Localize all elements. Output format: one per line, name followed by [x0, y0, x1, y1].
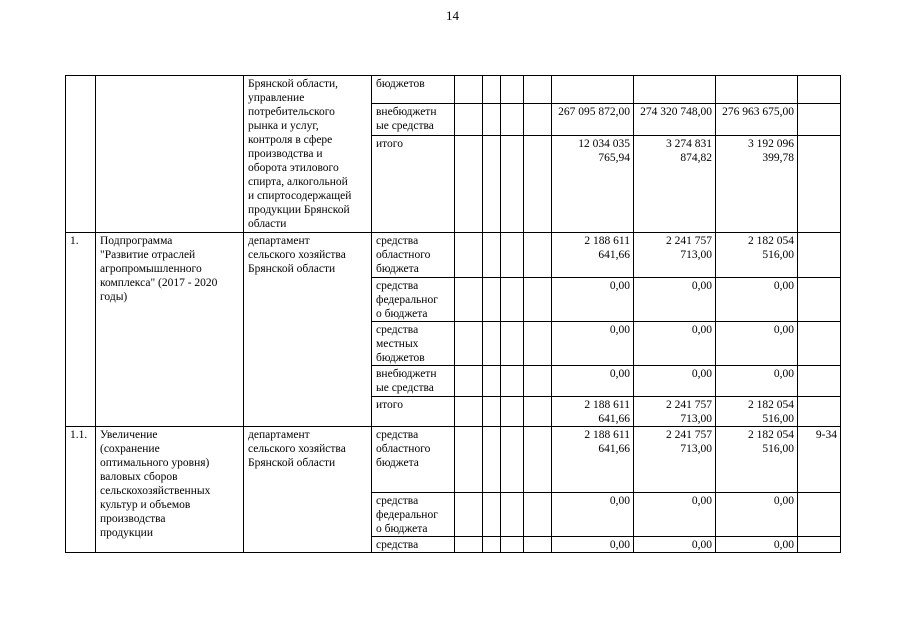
table-row: [66, 427, 841, 493]
budget-table: [65, 75, 841, 553]
funding-source-cell: внебюджетн ые средства: [372, 104, 455, 136]
measure-name-cell: Подпрограмма "Развитие отраслей агропромышленного комплекса" (2017 - 2020 годы): [96, 233, 244, 427]
row-number-cell: 1.1.: [66, 427, 96, 553]
executor-cell: департамент сельского хозяйства Брянской области: [244, 427, 372, 553]
amount-2018-cell: 2 188 611 641,66: [552, 233, 634, 278]
indicator-code-cell: [798, 104, 841, 136]
amount-2019-cell: 2 241 757 713,00: [634, 233, 716, 278]
row-number-cell: 1.: [66, 233, 96, 427]
amount-2018-cell: 0,00: [552, 278, 634, 322]
funding-source-cell: средства областного бюджета: [372, 233, 455, 278]
amount-2019-cell: 0,00: [634, 366, 716, 397]
executor-cell: Брянской области, управление потребительского рынка и услуг, контроля в сфере производства и оборота этилового спирта, алкогольной и спиртосодержащей продукции Брянской области: [244, 76, 372, 233]
indicator-code-cell: [798, 493, 841, 537]
funding-source-cell: средства: [372, 537, 455, 553]
table-row: [66, 233, 841, 278]
measure-name-cell: Увеличение (сохранение оптимального уровня) валовых сборов сельскохозяйственных культур и объемов производства продукции: [96, 427, 244, 553]
amount-2019-cell: 3 274 831 874,82: [634, 136, 716, 233]
amount-2020-cell: 2 182 054 516,00: [716, 427, 798, 493]
funding-source-cell: итого: [372, 136, 455, 233]
amount-2018-cell: [552, 76, 634, 104]
amount-2020-cell: 0,00: [716, 493, 798, 537]
funding-source-cell: итого: [372, 397, 455, 427]
amount-2018-cell: 2 188 611 641,66: [552, 397, 634, 427]
amount-2019-cell: 2 241 757 713,00: [634, 397, 716, 427]
amount-2019-cell: 0,00: [634, 322, 716, 366]
amount-2018-cell: 0,00: [552, 366, 634, 397]
amount-2020-cell: 0,00: [716, 366, 798, 397]
measure-name-cell: [96, 76, 244, 233]
row-number-cell: [66, 76, 96, 233]
amount-2020-cell: [716, 76, 798, 104]
executor-cell: департамент сельского хозяйства Брянской области: [244, 233, 372, 427]
funding-source-cell: средства местных бюджетов: [372, 322, 455, 366]
funding-source-cell: средства федеральног о бюджета: [372, 493, 455, 537]
indicator-code-cell: [798, 136, 841, 233]
indicator-code-cell: [798, 233, 841, 278]
funding-source-cell: бюджетов: [372, 76, 455, 104]
funding-source-cell: средства федеральног о бюджета: [372, 278, 455, 322]
amount-2020-cell: 0,00: [716, 322, 798, 366]
indicator-code-cell: [798, 76, 841, 104]
amount-2018-cell: 2 188 611 641,66: [552, 427, 634, 493]
amount-2019-cell: 0,00: [634, 493, 716, 537]
amount-2020-cell: 2 182 054 516,00: [716, 233, 798, 278]
amount-2020-cell: 276 963 675,00: [716, 104, 798, 136]
amount-2018-cell: 0,00: [552, 493, 634, 537]
amount-2020-cell: 0,00: [716, 278, 798, 322]
indicator-code-cell: 9-34: [798, 427, 841, 493]
page-number: 14: [446, 8, 459, 23]
amount-2019-cell: 0,00: [634, 537, 716, 553]
amount-2018-cell: 0,00: [552, 537, 634, 553]
funding-source-cell: средства областного бюджета: [372, 427, 455, 493]
amount-2020-cell: 3 192 096 399,78: [716, 136, 798, 233]
amount-2018-cell: 0,00: [552, 322, 634, 366]
funding-source-cell: внебюджетн ые средства: [372, 366, 455, 397]
amount-2018-cell: 12 034 035 765,94: [552, 136, 634, 233]
amount-2019-cell: 2 241 757 713,00: [634, 427, 716, 493]
indicator-code-cell: [798, 278, 841, 322]
amount-2020-cell: 0,00: [716, 537, 798, 553]
indicator-code-cell: [798, 366, 841, 397]
indicator-code-cell: [798, 537, 841, 553]
amount-2018-cell: 267 095 872,00: [552, 104, 634, 136]
amount-2020-cell: 2 182 054 516,00: [716, 397, 798, 427]
table-row: [66, 76, 841, 104]
indicator-code-cell: [798, 397, 841, 427]
amount-2019-cell: 274 320 748,00: [634, 104, 716, 136]
amount-2019-cell: 0,00: [634, 278, 716, 322]
amount-2019-cell: [634, 76, 716, 104]
indicator-code-cell: [798, 322, 841, 366]
